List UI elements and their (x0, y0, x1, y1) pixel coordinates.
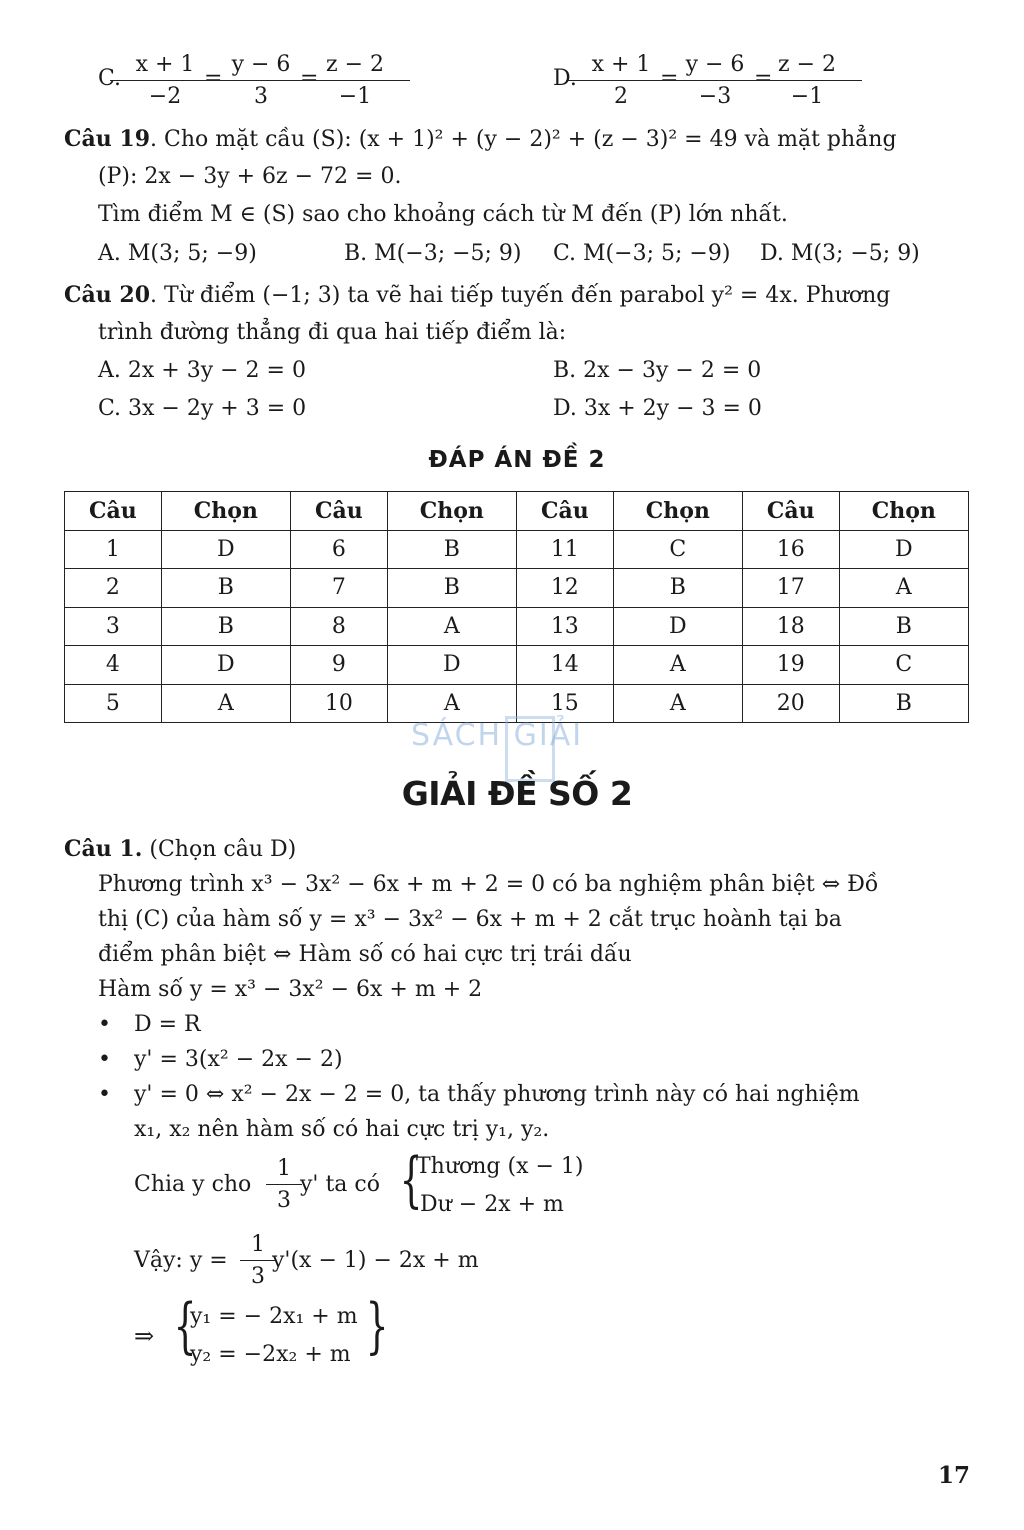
table-cell: B (839, 684, 968, 723)
therefore-fraction-num: 1 (240, 1230, 276, 1261)
table-cell: B (387, 530, 516, 569)
answer-key-table (64, 491, 969, 723)
solution-bullet-3-line-2: x₁, x₂ nên hàm số có hai cực trị y₁, y₂. (134, 1117, 550, 1142)
question-19-option-b: B. M(−3; −5; 9) (344, 241, 522, 266)
table-cell: 1 (65, 530, 162, 569)
table-cell: D (161, 646, 290, 685)
equals-sign: = (660, 66, 679, 91)
table-cell: 3 (65, 607, 162, 646)
solution-paragraph-2: thị (C) của hàm số y = x³ − 3x² − 6x + m + 2 cắt trục hoành tại ba (98, 907, 842, 932)
table-cell: A (387, 607, 516, 646)
question-19-line-1 (64, 126, 897, 152)
question-19-line-2: (P): 2x − 3y + 6z − 72 = 0. (98, 164, 402, 189)
table-cell: 10 (290, 684, 387, 723)
question-19-option-d: D. M(3; −5; 9) (760, 241, 920, 266)
table-cell: 15 (516, 684, 613, 723)
division-prefix: Chia y cho (134, 1172, 252, 1197)
equals-sign: = (300, 66, 319, 91)
question-20-line-2: trình đường thẳng đi qua hai tiếp điểm là: (98, 320, 567, 345)
option-c-den-2: 3 (254, 84, 268, 109)
table-cell: 19 (742, 646, 839, 685)
table-header-cell: Câu (516, 492, 613, 531)
division-fraction-num: 1 (266, 1154, 302, 1185)
table-header-cell: Câu (65, 492, 162, 531)
table-cell: B (613, 569, 742, 608)
table-header-cell: Câu (290, 492, 387, 531)
question-20-text-1: . Từ điểm (−1; 3) ta vẽ hai tiếp tuyến đến parabol y² = 4x. Phương (150, 283, 891, 308)
table-cell: C (839, 646, 968, 685)
solution-paragraph-3: điểm phân biệt ⇔ Hàm số có hai cực trị trái dấu (98, 942, 632, 967)
solution-paragraph-4: Hàm số y = x³ − 3x² − 6x + m + 2 (98, 977, 483, 1002)
system-equation-2: y₂ = −2x₂ + m (190, 1342, 351, 1367)
question-19-line-3: Tìm điểm M ∈ (S) sao cho khoảng cách từ M đến (P) lớn nhất. (98, 202, 788, 227)
question-20-option-a: A. 2x + 3y − 2 = 0 (98, 358, 306, 383)
table-cell: D (613, 607, 742, 646)
solution-q1-choice: (Chọn câu D) (142, 837, 297, 862)
bullet-icon: • (98, 1047, 111, 1072)
solution-title: GIẢI ĐỀ SỐ 2 (401, 774, 633, 813)
option-d-den-3: −1 (790, 84, 824, 109)
table-cell: 17 (742, 569, 839, 608)
solution-bullet-2: y' = 3(x² − 2x − 2) (134, 1047, 343, 1072)
question-19-text-1: . Cho mặt cầu (S): (x + 1)² + (y − 2)² + (z − 3)² = 49 và mặt phẳng (150, 127, 897, 152)
table-cell: 13 (516, 607, 613, 646)
table-cell: 7 (290, 569, 387, 608)
option-d-fraction-3 (752, 50, 862, 111)
table-row (65, 646, 969, 685)
table-cell: D (387, 646, 516, 685)
bullet-icon: • (98, 1082, 111, 1107)
table-header-cell: Chọn (613, 492, 742, 531)
table-cell: B (161, 607, 290, 646)
table-cell: 8 (290, 607, 387, 646)
table-cell: A (613, 646, 742, 685)
table-cell: 14 (516, 646, 613, 685)
table-cell: B (387, 569, 516, 608)
table-header-cell: Chọn (161, 492, 290, 531)
table-header-cell: Chọn (839, 492, 968, 531)
option-d-label: D. (553, 66, 577, 91)
right-brace-icon: } (365, 1291, 389, 1361)
therefore-prefix: Vậy: y = (134, 1248, 228, 1273)
therefore-fraction (240, 1230, 276, 1291)
division-fraction-den: 3 (277, 1188, 291, 1213)
table-cell: 11 (516, 530, 613, 569)
table-cell: 6 (290, 530, 387, 569)
bullet-icon: • (98, 1012, 111, 1037)
equals-sign: = (204, 66, 223, 91)
answer-key-title: ĐÁP ÁN ĐỀ 2 (428, 447, 606, 473)
table-header-cell: Chọn (387, 492, 516, 531)
option-c-den-1: −2 (148, 84, 182, 109)
option-c-den-3: −1 (338, 84, 372, 109)
table-cell: A (839, 569, 968, 608)
table-cell: 9 (290, 646, 387, 685)
table-cell: 5 (65, 684, 162, 723)
question-19-option-a: A. M(3; 5; −9) (98, 241, 257, 266)
division-suffix: y' ta có (300, 1172, 380, 1197)
table-cell: A (613, 684, 742, 723)
table-cell: B (161, 569, 290, 608)
solution-bullet-3-line-1: y' = 0 ⇔ x² − 2x − 2 = 0, ta thấy phương trình này có hai nghiệm (134, 1082, 860, 1107)
option-d-den-1: 2 (614, 84, 628, 109)
option-d-den-2: −3 (698, 84, 732, 109)
option-d-num-3: z − 2 (752, 50, 862, 81)
left-brace-icon: { (399, 1145, 423, 1215)
question-20-line-1 (64, 282, 890, 308)
watermark-logo: SÁCH GIẢI (411, 718, 584, 753)
option-c-num-3: z − 2 (300, 50, 410, 81)
solution-bullet-1: D = R (134, 1012, 201, 1037)
option-c-num-2: y − 6 (206, 50, 316, 81)
question-19-option-c: C. M(−3; 5; −9) (553, 241, 731, 266)
solution-q1-label: Câu 1. (64, 836, 143, 862)
table-header-cell: Câu (742, 492, 839, 531)
question-20-option-c: C. 3x − 2y + 3 = 0 (98, 396, 307, 421)
table-header-row (65, 492, 969, 531)
division-fraction (266, 1154, 302, 1215)
table-cell: A (387, 684, 516, 723)
option-c-num-1: x + 1 (110, 50, 220, 81)
therefore-suffix: y'(x − 1) − 2x + m (272, 1248, 479, 1273)
question-20-label: Câu 20 (64, 282, 151, 308)
option-c-label: C. (98, 66, 122, 91)
page-number: 17 (938, 1462, 971, 1489)
table-cell: 16 (742, 530, 839, 569)
equals-sign: = (754, 66, 773, 91)
table-cell: D (839, 530, 968, 569)
table-row (65, 607, 969, 646)
division-remainder: Dư − 2x + m (420, 1192, 564, 1217)
question-20-option-d: D. 3x + 2y − 3 = 0 (553, 396, 762, 421)
question-20-option-b: B. 2x − 3y − 2 = 0 (553, 358, 762, 383)
option-d-num-1: x + 1 (566, 50, 676, 81)
table-cell: 4 (65, 646, 162, 685)
table-cell: 20 (742, 684, 839, 723)
table-cell: B (839, 607, 968, 646)
table-row (65, 569, 969, 608)
left-brace-icon: { (173, 1291, 197, 1361)
system-equation-1: y₁ = − 2x₁ + m (190, 1304, 358, 1329)
implies-icon: ⇒ (134, 1322, 155, 1350)
solution-paragraph-1: Phương trình x³ − 3x² − 6x + m + 2 = 0 có ba nghiệm phân biệt ⇔ Đồ (98, 872, 879, 897)
table-cell: 2 (65, 569, 162, 608)
table-cell: A (161, 684, 290, 723)
solution-q1-heading (64, 836, 296, 862)
division-quotient: Thương (x − 1) (416, 1154, 584, 1179)
therefore-fraction-den: 3 (251, 1264, 265, 1289)
table-cell: 18 (742, 607, 839, 646)
option-d-num-2: y − 6 (660, 50, 770, 81)
option-c-fraction-3 (300, 50, 410, 111)
question-19-label: Câu 19 (64, 126, 151, 152)
table-cell: 12 (516, 569, 613, 608)
table-cell: C (613, 530, 742, 569)
table-row (65, 530, 969, 569)
table-cell: D (161, 530, 290, 569)
